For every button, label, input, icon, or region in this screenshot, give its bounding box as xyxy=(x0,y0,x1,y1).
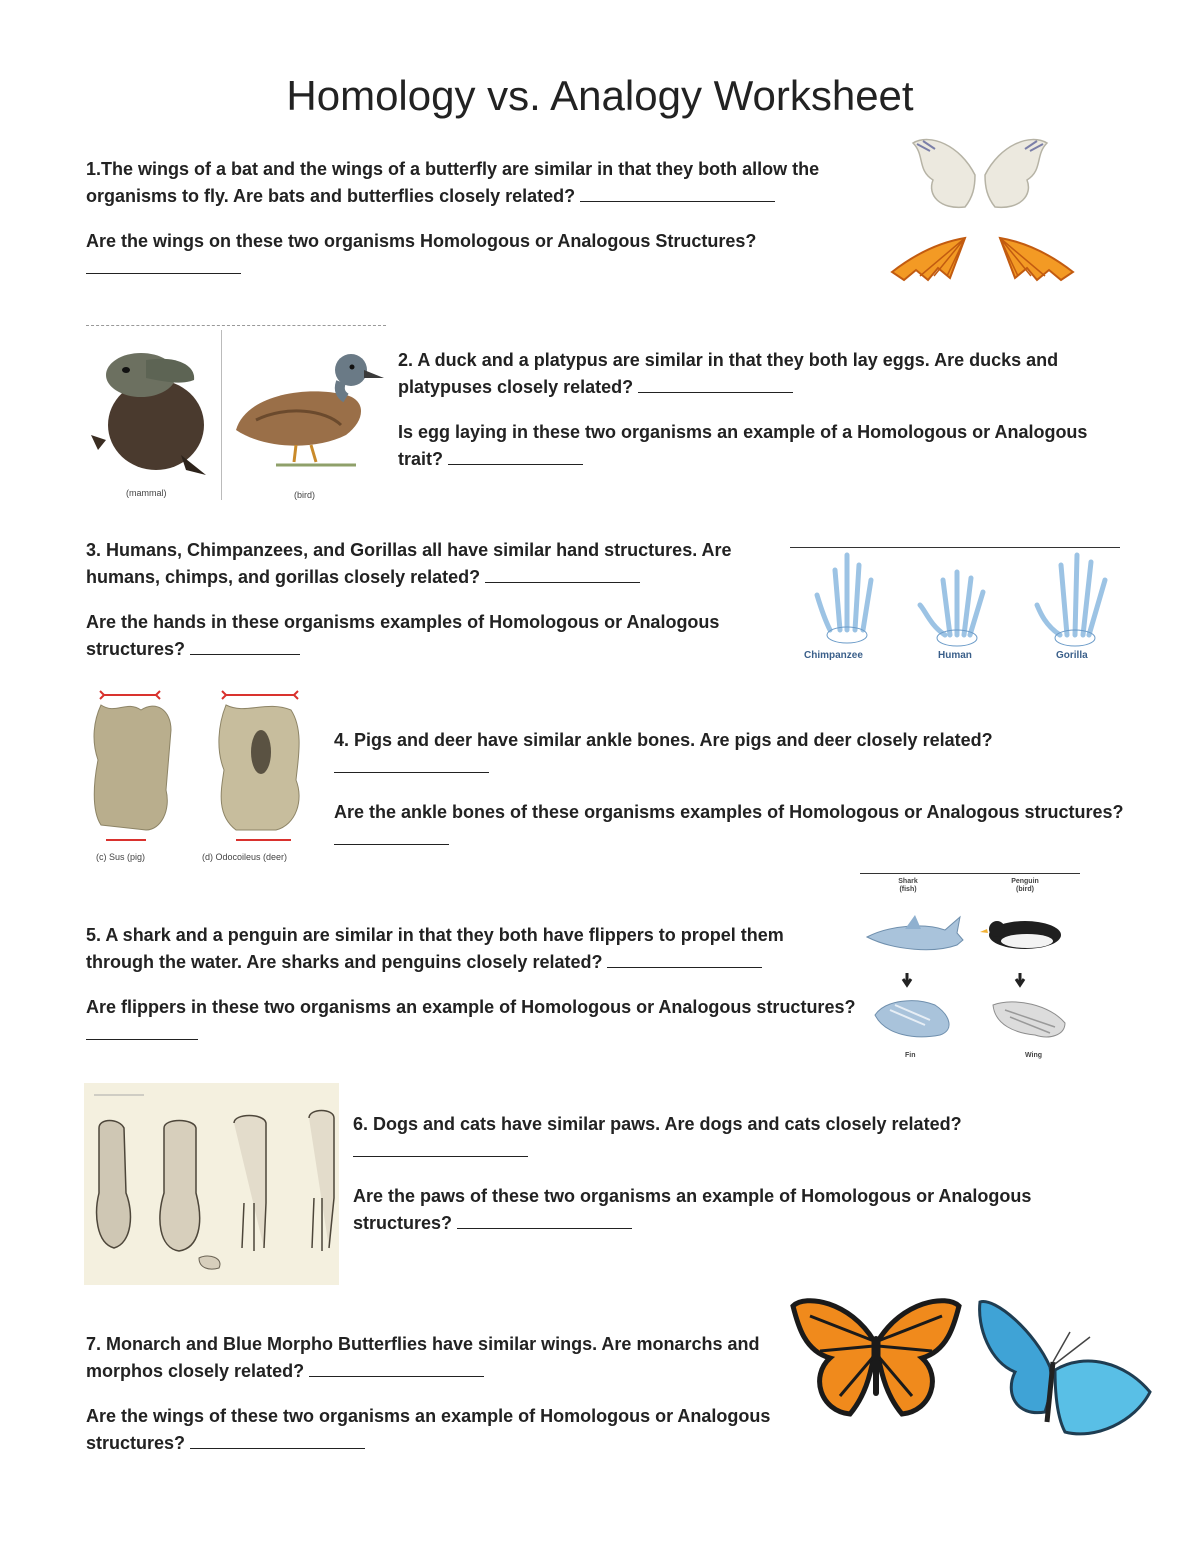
divider-q3 xyxy=(790,547,1120,548)
q7-answer-blank-1[interactable] xyxy=(309,1360,484,1377)
q1-line3: Are the wings on these two organisms Homologous or Analogous Structures? xyxy=(86,231,757,251)
q5-line3: Are flippers in these two organisms an example of Homologous or Analogous structures? xyxy=(86,997,856,1017)
q5-line2: through the water. Are sharks and penguins closely related? xyxy=(86,952,603,972)
question-2 xyxy=(398,347,1118,473)
q2-line4: trait? xyxy=(398,449,443,469)
q3-answer-blank-1[interactable] xyxy=(485,566,640,583)
question-3 xyxy=(86,537,776,663)
question-4 xyxy=(334,727,1134,853)
q1-answer-blank-1[interactable] xyxy=(580,185,775,202)
q3-line4: structures? xyxy=(86,639,186,659)
q6-line3: structures? xyxy=(353,1213,453,1233)
page-title: Homology vs. Analogy Worksheet xyxy=(286,72,914,119)
butterfly-wings-illustration xyxy=(905,135,1055,215)
q2-answer-blank-1[interactable] xyxy=(638,376,793,393)
q7-answer-blank-2[interactable] xyxy=(190,1432,365,1449)
q4-line2: Are the ankle bones of these organisms examples of Homologous or Analogous structures? xyxy=(334,802,1124,822)
q5-line1: 5. A shark and a penguin are similar in that they both have flippers to propel them xyxy=(86,925,784,945)
label-gorilla: Gorilla xyxy=(1056,650,1088,661)
duck-illustration xyxy=(226,340,386,475)
hand-bones-illustration xyxy=(805,550,1125,650)
q7-line1: 7. Monarch and Blue Morpho Butterflies have similar wings. Are monarchs and xyxy=(86,1334,760,1354)
question-7 xyxy=(86,1331,786,1457)
q3-line1: 3. Humans, Chimpanzees, and Gorillas all have similar hand structures. Are xyxy=(86,540,732,560)
figure-divider xyxy=(221,330,222,500)
q6-line1: 6. Dogs and cats have similar paws. Are dogs and cats closely related? xyxy=(353,1114,962,1134)
q2-answer-blank-2[interactable] xyxy=(448,448,583,465)
question-6 xyxy=(353,1111,1053,1237)
ankle-bones-illustration xyxy=(86,690,326,845)
question-5 xyxy=(86,922,856,1048)
q7-line4: structures? xyxy=(86,1433,186,1453)
q3-answer-blank-2[interactable] xyxy=(190,638,300,655)
platypus-illustration xyxy=(86,340,216,480)
q4-line1: 4. Pigs and deer have similar ankle bones. Are pigs and deer closely related? xyxy=(334,730,993,750)
q6-answer-blank-2[interactable] xyxy=(457,1212,632,1229)
caption-mammal: (mammal) xyxy=(126,488,167,498)
label-shark-name: Shark xyxy=(898,878,918,885)
caption-pig: (c) Sus (pig) xyxy=(96,852,146,862)
q4-answer-blank-1[interactable] xyxy=(334,756,489,773)
q2-line1: 2. A duck and a platypus are similar in that they both lay eggs. Are ducks and xyxy=(398,350,1059,370)
q7-line2: morphos closely related? xyxy=(86,1361,305,1381)
label-fin: Fin xyxy=(905,1052,916,1059)
q6-answer-blank-1[interactable] xyxy=(353,1140,528,1157)
label-shark xyxy=(893,878,923,894)
q1-line1: 1.The wings of a bat and the wings of a butterfly are similar in that they both allow the xyxy=(86,159,820,179)
blue-morpho-butterfly-illustration xyxy=(975,1292,1160,1442)
q1-answer-blank-2[interactable] xyxy=(86,257,241,274)
q3-line3: Are the hands in these organisms examples of Homologous or Analogous xyxy=(86,612,720,632)
label-human: Human xyxy=(938,650,972,661)
question-1 xyxy=(86,156,846,282)
q2-line2: platypuses closely related? xyxy=(398,377,634,397)
q5-answer-blank-2[interactable] xyxy=(86,1023,198,1040)
q1-line2: organisms to fly. Are bats and butterflies closely related? xyxy=(86,186,576,206)
divider-q1 xyxy=(86,325,386,326)
q2-line3: Is egg laying in these two organisms an example of a Homologous or Analogous xyxy=(398,422,1088,442)
q7-line3: Are the wings of these two organisms an example of Homologous or Analogous xyxy=(86,1406,771,1426)
bat-wings-illustration xyxy=(890,228,1075,288)
label-shark-sub: (fish) xyxy=(899,886,917,893)
shark-penguin-illustration xyxy=(865,905,1080,1055)
caption-deer: (d) Odocoileus (deer) xyxy=(202,852,288,862)
label-penguin-name: Penguin xyxy=(1011,878,1039,885)
q3-line2: humans, chimps, and gorillas closely related? xyxy=(86,567,481,587)
q5-answer-blank-1[interactable] xyxy=(607,951,762,968)
q4-answer-blank-2[interactable] xyxy=(334,828,449,845)
paw-bones-illustration xyxy=(84,1083,339,1285)
label-chimpanzee: Chimpanzee xyxy=(804,650,863,661)
paws-figure xyxy=(84,1083,339,1285)
label-wing: Wing xyxy=(1025,1052,1043,1059)
monarch-butterfly-illustration xyxy=(790,1296,962,1422)
label-penguin xyxy=(1005,878,1045,894)
divider-q5 xyxy=(860,873,1080,874)
q6-line2: Are the paws of these two organisms an example of Homologous or Analogous xyxy=(353,1186,1032,1206)
caption-bird: (bird) xyxy=(294,490,316,500)
label-penguin-sub: (bird) xyxy=(1016,886,1034,893)
platypus-duck-figure xyxy=(86,330,386,505)
